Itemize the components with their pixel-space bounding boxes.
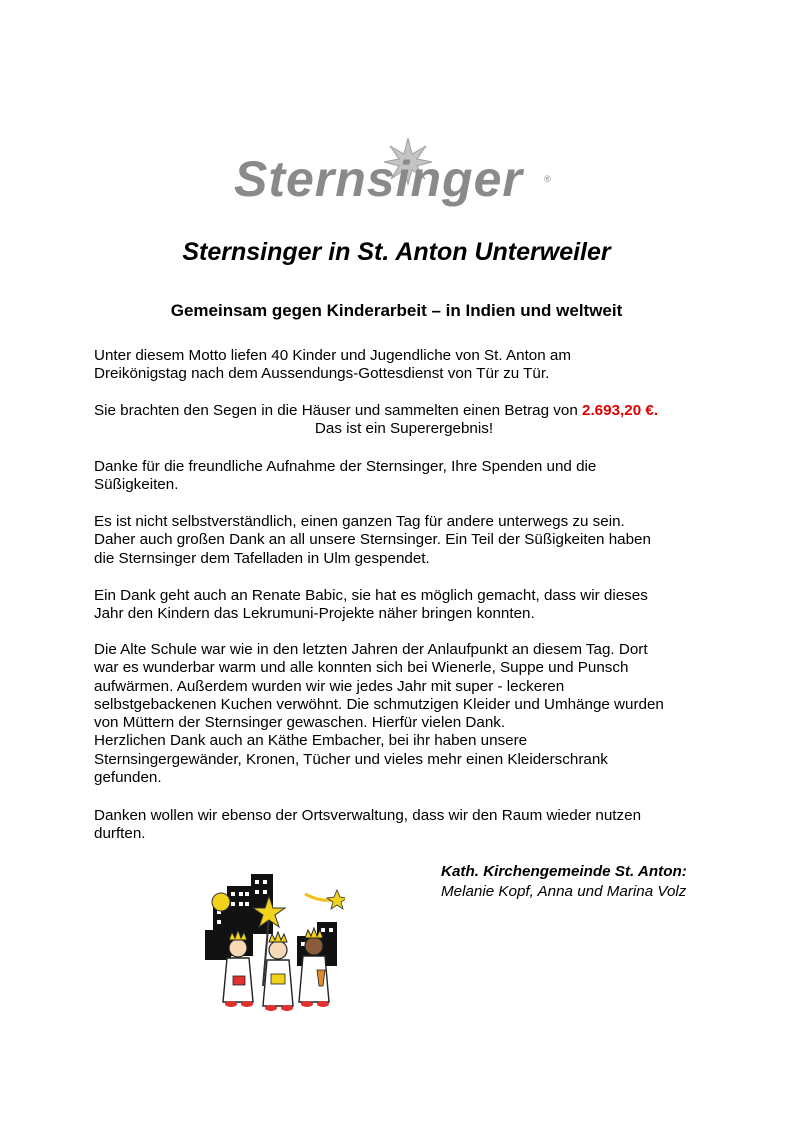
logo-wordmark: Sternsinger xyxy=(234,151,523,207)
paragraph-selfless: Es ist nicht selbstverständlich, einen ganzen Tag für andere unterwegs zu sein. Daher auch großen Dank an all unsere Sternsinger. Ein Teil der Süßigkeiten haben die Sternsinger dem Tafelladen in Ulm gespendet. xyxy=(94,513,651,567)
comet-star-icon xyxy=(305,890,345,909)
registered-mark: ® xyxy=(544,174,551,184)
paragraph-motto: Unter diesem Motto liefen 40 Kinder und Jugendliche von St. Anton am Dreikönigstag nach dem Aussendungs-Gottesdienst von Tür zu Tür. xyxy=(94,347,572,383)
page-title: Sternsinger in St. Anton Unterweiler xyxy=(182,238,611,266)
signature xyxy=(441,862,687,902)
paragraph-alte-schule: Die Alte Schule war wie in den letzten Jahren der Anlaufpunkt an diesem Tag. Dort war es wunderbar warm und alle konnten sich bei Wienerle, Suppe und Punsch aufwärmen. Außerdem wurden wir wie jedes Jahr mit super - leckeren selbstgebackenen Kuchen verwöhnt. Die schmutzigen Kleider und Umhänge wurden von Müttern der Sternsinger gewaschen. Hierfür vielen Dank. Herzlichen Dank auch an Käthe Embacher, bei ihr haben unsere Sternsingergewänder, Kronen, Tücher und vieles mehr einen Kleiderschrank gefunden. xyxy=(94,641,664,787)
singer-figures xyxy=(223,928,329,1011)
sternsinger-illustration xyxy=(205,866,345,1016)
moon-icon xyxy=(212,893,230,911)
signature-org: Kath. Kirchengemeinde St. Anton: xyxy=(441,863,687,880)
sternsinger-logo xyxy=(232,134,562,224)
signature-names: Melanie Kopf, Anna und Marina Volz xyxy=(441,883,687,900)
donation-amount: 2.693,20 € xyxy=(582,402,654,419)
paragraph-ortsverwaltung: Danken wollen wir ebenso der Ortsverwaltung, dass wir den Raum wieder nutzen durften. xyxy=(94,807,642,843)
page-subtitle: Gemeinsam gegen Kinderarbeit – in Indien und weltweit xyxy=(170,301,623,320)
paragraph-donation: Sie brachten den Segen in die Häuser und sammelten einen Betrag von 2.693,20 €. Das ist ein Superergebnis! xyxy=(94,402,659,438)
paragraph-thanks: Danke für die freundliche Aufnahme der Sternsinger, Ihre Spenden und die Süßigkeiten. xyxy=(94,458,597,494)
paragraph-renate: Ein Dank geht auch an Renate Babic, sie hat es möglich gemacht, dass wir dieses Jahr den Kindern das Lekrumuni-Projekte näher bringen konnten. xyxy=(94,587,648,623)
